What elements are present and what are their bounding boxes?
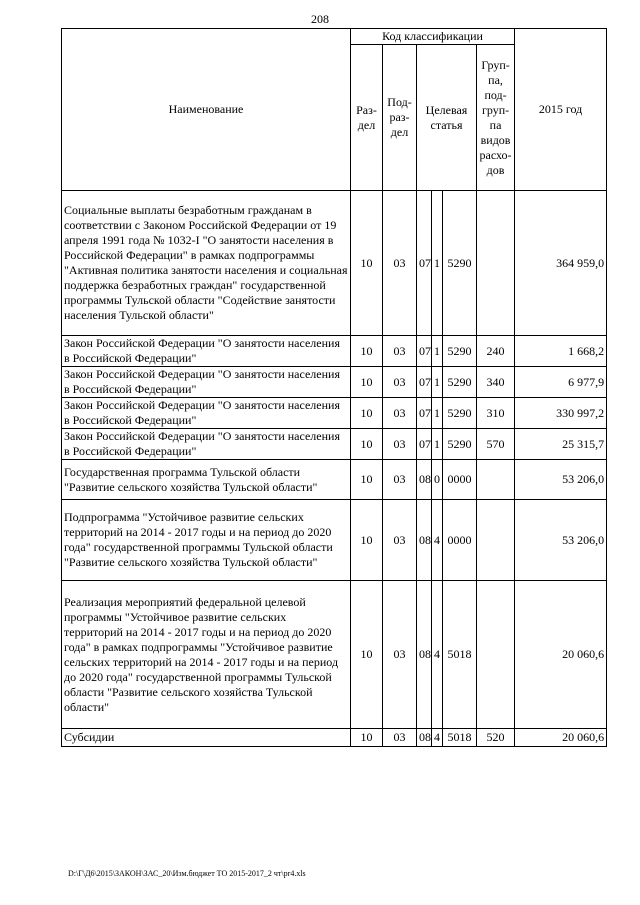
- row-section: 10: [351, 581, 383, 729]
- row-name: Социальные выплаты безработным гражданам в соответствии с Законом Российской Федерации от 19 апреля 1991 года № 1032-I "О занятости населения в Российской Федерации" в рамках подпрограммы "Активная политика занятости населения и социальная поддержка безработных граждан" государственной программы Тульской области "Содействие занятости населения Тульской области": [62, 191, 351, 336]
- row-subsection: 03: [383, 367, 417, 398]
- row-target-subprogram: 4: [432, 581, 443, 729]
- header-subsection: Под- раз- дел: [383, 45, 417, 191]
- table-row: [62, 429, 607, 460]
- row-target-subprogram: 1: [432, 398, 443, 429]
- row-expense-group: 520: [477, 729, 515, 747]
- row-subsection: 03: [383, 336, 417, 367]
- row-amount: 20 060,6: [515, 581, 607, 729]
- table-row: [62, 729, 607, 747]
- table-row: [62, 191, 607, 336]
- row-target-subprogram: 4: [432, 729, 443, 747]
- row-name: Субсидии: [62, 729, 351, 747]
- row-subsection: 03: [383, 398, 417, 429]
- row-target-subprogram: 1: [432, 367, 443, 398]
- row-target-subprogram: 1: [432, 336, 443, 367]
- row-section: 10: [351, 367, 383, 398]
- row-target-subprogram: 1: [432, 191, 443, 336]
- row-target-program: 08: [417, 460, 432, 500]
- row-section: 10: [351, 500, 383, 581]
- row-section: 10: [351, 336, 383, 367]
- row-amount: 20 060,6: [515, 729, 607, 747]
- row-name: Закон Российской Федерации "О занятости населения в Российской Федерации": [62, 398, 351, 429]
- page-number: 208: [311, 12, 329, 26]
- row-target-direction: 0000: [443, 460, 477, 500]
- row-section: 10: [351, 460, 383, 500]
- row-section: 10: [351, 398, 383, 429]
- budget-table: [61, 28, 607, 747]
- row-target-program: 08: [417, 500, 432, 581]
- row-target-subprogram: 1: [432, 429, 443, 460]
- table-row: [62, 460, 607, 500]
- row-expense-group: 310: [477, 398, 515, 429]
- row-expense-group: 340: [477, 367, 515, 398]
- header-row-top: [62, 29, 607, 45]
- header-group: Груп- па, под- груп- па видов расхо- дов: [477, 45, 515, 191]
- row-subsection: 03: [383, 460, 417, 500]
- row-target-program: 07: [417, 191, 432, 336]
- row-subsection: 03: [383, 429, 417, 460]
- row-target-program: 08: [417, 729, 432, 747]
- header-year: 2015 год: [515, 29, 607, 191]
- header-code: Код классификации: [351, 29, 515, 45]
- table-row: [62, 500, 607, 581]
- row-target-program: 07: [417, 398, 432, 429]
- file-path-footer: D:\Г\Д6\2015\ЗАКОН\ЗАС_20\Изм.бюджет ТО 2015-2017_2 чт\pr4.xls: [68, 869, 306, 878]
- row-amount: 53 206,0: [515, 500, 607, 581]
- row-expense-group: [477, 460, 515, 500]
- row-target-direction: 0000: [443, 500, 477, 581]
- row-name: Закон Российской Федерации "О занятости населения в Российской Федерации": [62, 429, 351, 460]
- row-subsection: 03: [383, 729, 417, 747]
- row-amount: 6 977,9: [515, 367, 607, 398]
- row-target-program: 07: [417, 429, 432, 460]
- row-target-subprogram: 0: [432, 460, 443, 500]
- row-expense-group: [477, 191, 515, 336]
- row-subsection: 03: [383, 500, 417, 581]
- row-name: Подпрограмма "Устойчивое развитие сельских территорий на 2014 - 2017 годы и на период до 2020 года" государственной программы Тульской области "Развитие сельского хозяйства Тульской области": [62, 500, 351, 581]
- row-target-program: 07: [417, 367, 432, 398]
- row-target-direction: 5290: [443, 398, 477, 429]
- header-name: Наименование: [62, 29, 351, 191]
- table-row: [62, 398, 607, 429]
- table-row: [62, 367, 607, 398]
- row-expense-group: [477, 500, 515, 581]
- row-name: Закон Российской Федерации "О занятости населения в Российской Федерации": [62, 336, 351, 367]
- row-expense-group: [477, 581, 515, 729]
- row-amount: 364 959,0: [515, 191, 607, 336]
- row-expense-group: 240: [477, 336, 515, 367]
- row-target-program: 07: [417, 336, 432, 367]
- row-target-direction: 5018: [443, 729, 477, 747]
- row-name: Закон Российской Федерации "О занятости населения в Российской Федерации": [62, 367, 351, 398]
- row-amount: 330 997,2: [515, 398, 607, 429]
- table-row: [62, 336, 607, 367]
- header-section: Раз- дел: [351, 45, 383, 191]
- table-row: [62, 581, 607, 729]
- row-section: 10: [351, 191, 383, 336]
- row-target-direction: 5018: [443, 581, 477, 729]
- row-subsection: 03: [383, 191, 417, 336]
- row-target-direction: 5290: [443, 367, 477, 398]
- row-section: 10: [351, 429, 383, 460]
- row-expense-group: 570: [477, 429, 515, 460]
- row-amount: 25 315,7: [515, 429, 607, 460]
- row-name: Реализация мероприятий федеральной целевой программы "Устойчивое развитие сельских территорий на 2014 - 2017 годы и на период до 2020 года" в рамках подпрограммы "Устойчивое развитие сельских территорий на 2014 - 2017 годы и на период до 2020 года" государственной программы Тульской области "Развитие сельского хозяйства Тульской области": [62, 581, 351, 729]
- row-subsection: 03: [383, 581, 417, 729]
- row-amount: 1 668,2: [515, 336, 607, 367]
- row-target-program: 08: [417, 581, 432, 729]
- row-name: Государственная программа Тульской области "Развитие сельского хозяйства Тульской области": [62, 460, 351, 500]
- row-amount: 53 206,0: [515, 460, 607, 500]
- row-target-subprogram: 4: [432, 500, 443, 581]
- row-section: 10: [351, 729, 383, 747]
- header-target: Целевая статья: [417, 45, 477, 191]
- row-target-direction: 5290: [443, 191, 477, 336]
- row-target-direction: 5290: [443, 429, 477, 460]
- row-target-direction: 5290: [443, 336, 477, 367]
